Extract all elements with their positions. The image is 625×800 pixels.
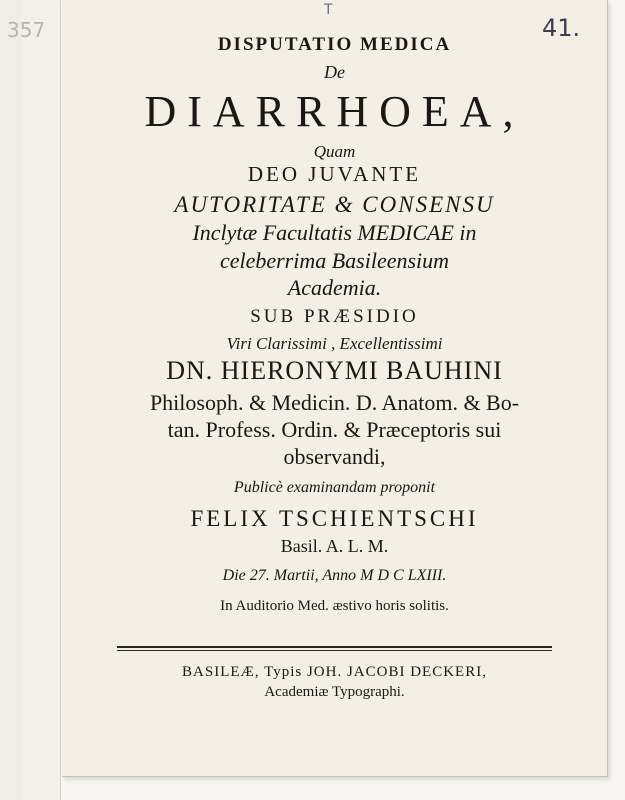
praeses-titles-line2: tan. Profess. Ordin. & Præceptoris sui	[167, 417, 502, 442]
sub-praesidio-line: SUB PRÆSIDIO	[250, 306, 419, 327]
title-page-sheet	[7, 0, 608, 777]
imprint-rule-bottom	[117, 650, 552, 651]
academia-line: Academia.	[287, 275, 382, 300]
deo-juvante-line: DEO JUVANTE	[247, 162, 422, 186]
de-line: De	[324, 62, 345, 82]
observandi-line: observandi,	[283, 444, 386, 469]
top-margin-mark: T	[324, 2, 333, 18]
viri-clarissimi-line: Viri Clarissimi , Excellentissimi	[226, 334, 443, 353]
imprint-rule-top	[117, 646, 552, 648]
binding-page-edge	[22, 0, 61, 800]
respondent-name: FELIX TSCHIENTSCHI	[190, 506, 479, 531]
main-title: DIARRHOEA,	[144, 87, 525, 136]
date-line: Die 27. Martii, Anno M D C LXIII.	[222, 567, 447, 584]
imprint-line1: BASILEÆ, Typis JOH. JACOBI DECKERI,	[182, 664, 487, 680]
venue-line: In Auditorio Med. æstivo horis solitis.	[220, 598, 449, 614]
quam-line: Quam	[313, 142, 356, 161]
left-margin-number: 357	[7, 18, 46, 42]
autoritate-line: AUTORITATE & CONSENSU	[174, 192, 495, 217]
basileensium-line: celeberrima Basileensium	[219, 248, 450, 273]
right-margin-number: 41.	[542, 14, 581, 42]
respondent-degree: Basil. A. L. M.	[280, 536, 389, 556]
praeses-titles-line1: Philosoph. & Medicin. D. Anatom. & Bo-	[149, 390, 520, 415]
praeses-name: DN. HIERONYMI BAUHINI	[166, 356, 503, 385]
disputation-heading: DISPUTATIO MEDICA	[217, 34, 452, 55]
facultatis-line: Inclytæ Facultatis MEDICAE in	[192, 220, 477, 245]
previous-page-edge	[0, 0, 23, 800]
imprint-line2: Academiæ Typographi.	[264, 684, 405, 700]
proponit-line: Publicè examinandam proponit	[233, 479, 436, 496]
